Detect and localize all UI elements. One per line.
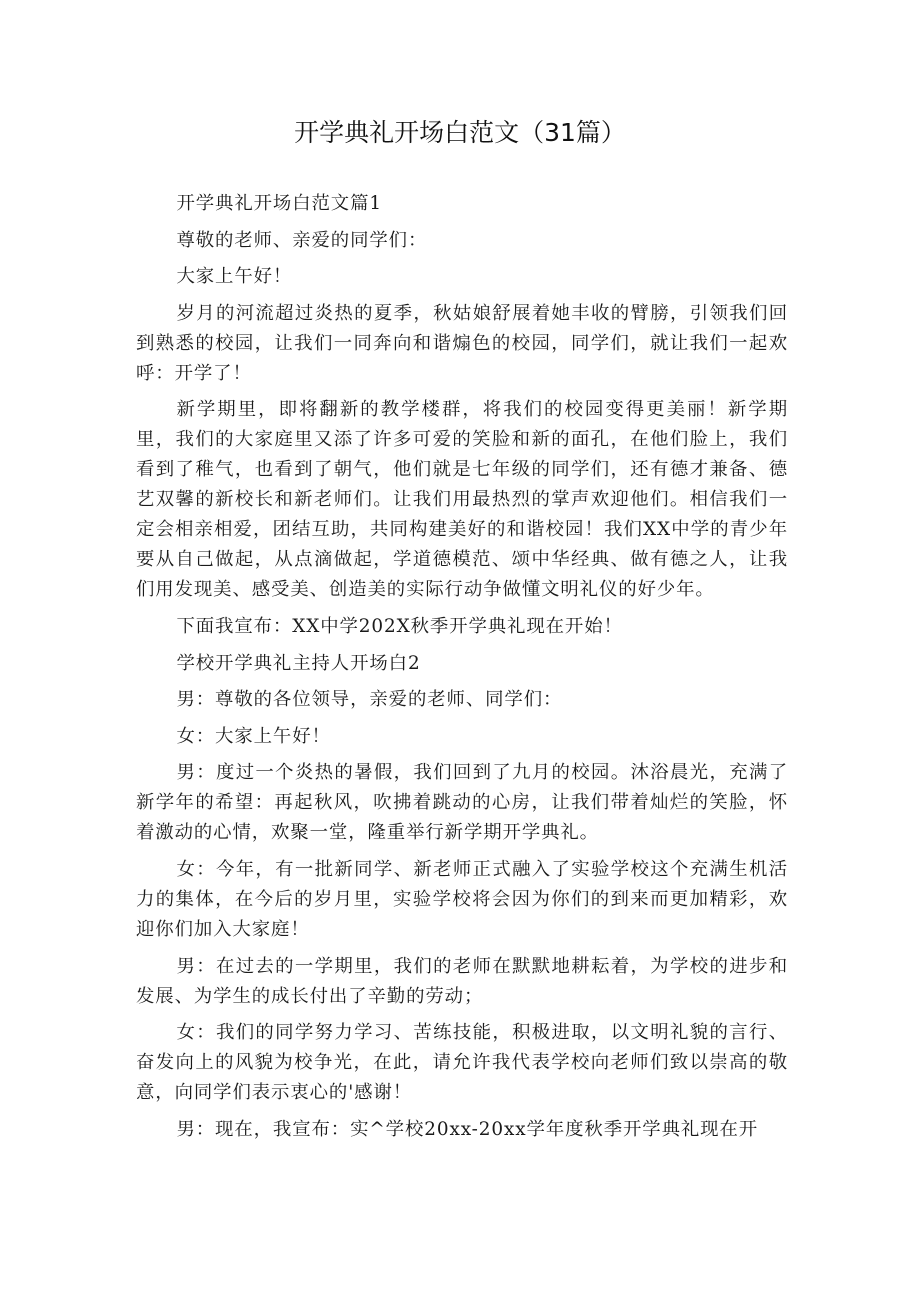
paragraph-male-declaration: 男：现在，我宣布：实^学校20xx-20xx学年度秋季开学典礼现在开 bbox=[176, 1118, 759, 1140]
document-title: 开学典礼开场白范文（31篇） bbox=[294, 118, 626, 147]
paragraph-female-new-members: 女：今年，有一批新同学、新老师正式融入了实验学校这个充满生机活力的集体，在今后的岁月里，实验学校将会因为你们的到来而更加精彩，欢迎你们加入大家庭！ bbox=[136, 858, 788, 940]
paragraph-good-morning: 大家上午好！ bbox=[176, 266, 293, 288]
paragraph-river-of-time: 岁月的河流超过炎热的夏季，秋姑娘舒展着她丰收的臂膀，引领我们回到熟悉的校园，让我们一同奔向和谐煽色的校园，同学们，就让我们一起欢呼：开学了！ bbox=[136, 302, 788, 384]
paragraph-heading-2: 学校开学典礼主持人开场白2 bbox=[176, 652, 421, 674]
paragraph-female-greeting: 女：大家上午好！ bbox=[176, 725, 331, 747]
document-body bbox=[136, 186, 788, 1148]
paragraph-heading-1: 开学典礼开场白范文篇1 bbox=[176, 193, 382, 214]
paragraph-female-students: 女：我们的同学努力学习、苦练技能，积极进取，以文明礼貌的言行、奋发向上的风貌为校争光，在此，请允许我代表学校向老师们致以崇高的敬意，向同学们表示衷心的'感谢！ bbox=[136, 1022, 788, 1104]
paragraph-male-greeting: 男：尊敬的各位领导，亲爱的老师、同学们： bbox=[176, 689, 563, 711]
paragraph-new-semester: 新学期里，即将翻新的教学楼群，将我们的校园变得更美丽！新学期里，我们的大家庭里又添了许多可爱的笑脸和新的面孔，在他们脸上，我们看到了稚气，也看到了朝气，他们就是七年级的同学们，还有德才兼备、德艺双馨的新校长和新老师们。让我们用最热烈的掌声欢迎他们。相信我们一定会相亲相爱，团结互助，共同构建美好的和谐校园！我们XX中学的青少年要从自己做起，从点滴做起，学道德模范、颂中华经典、做有德之人，让我们用发现美、感受美、创造美的实际行动争做懂文明礼仪的好少年。 bbox=[136, 399, 788, 601]
paragraph-greeting-teachers: 尊敬的老师、亲爱的同学们： bbox=[176, 229, 428, 251]
paragraph-male-teachers: 男：在过去的一学期里，我们的老师在默默地耕耘着，为学校的进步和发展、为学生的成长付出了辛勤的劳动； bbox=[136, 955, 788, 1007]
paragraph-announcement: 下面我宣布：XX中学202X秋季开学典礼现在开始！ bbox=[176, 615, 623, 637]
paragraph-male-summer: 男：度过一个炎热的暑假，我们回到了九月的校园。沐浴晨光，充满了新学年的希望：再起秋风，吹拂着跳动的心房，让我们带着灿烂的笑脸，怀着激动的心情，欢聚一堂，隆重举行新学期开学典礼。 bbox=[136, 762, 788, 844]
